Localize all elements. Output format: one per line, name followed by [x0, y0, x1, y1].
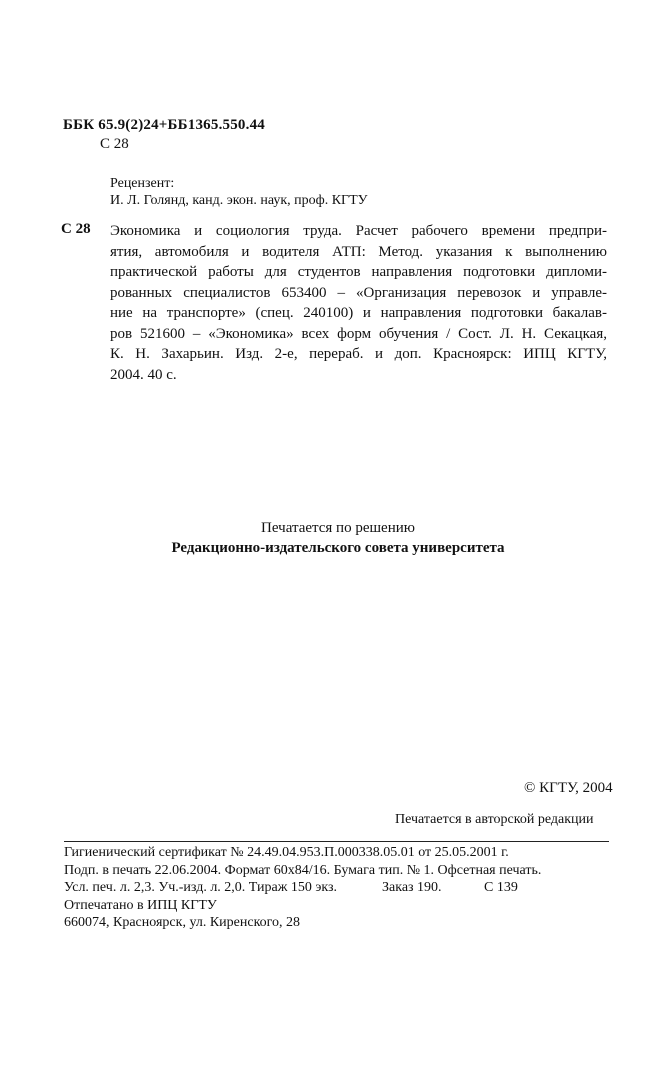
bbk-classification: ББК 65.9(2)24+ББ1365.550.44: [63, 117, 265, 133]
hygiene-certificate: Гигиенический сертификат № 24.49.04.953.П.000338.05.01 от 25.05.2001 г.: [64, 845, 509, 860]
printer-address: 660074, Красноярск, ул. Киренского, 28: [64, 915, 301, 931]
imprint-code: С 139: [484, 880, 518, 896]
entry-line: рованных специалистов 653400 – «Организация перевозок и управле-: [110, 284, 607, 301]
entry-line: 2004. 40 с.: [110, 366, 177, 383]
print-sheets-line: [64, 879, 614, 897]
entry-line: К. Н. Захарьин. Изд. 2-е, перераб. и доп. Красноярск: ИПЦ КГТУ,: [110, 346, 607, 362]
entry-line: практической работы для студентов направления подготовки дипломи-: [110, 264, 607, 280]
reviewer-name: И. Л. Голянд, канд. экон. наук, проф. КГТУ: [110, 193, 368, 208]
entry-line: Экономика и социология труда. Расчет рабочего времени предпри-: [110, 223, 607, 239]
copyright-notice: © КГТУ, 2004: [524, 780, 613, 796]
entry-line: ние на транспорте» (спец. 240100) и направления подготовки бакалав-: [110, 305, 607, 321]
entry-line: ятия, автомобиля и водителя АТП: Метод. указания к выполнению: [110, 243, 607, 260]
imprint-block: [64, 841, 614, 932]
imprint-divider: [64, 841, 609, 842]
print-signed-line: Подп. в печать 22.06.2004. Формат 60х84/16. Бумага тип. № 1. Офсетная печать.: [64, 862, 542, 878]
entry-author-mark: С 28: [61, 221, 91, 237]
author-edition-note: Печатается в авторской редакции: [395, 812, 594, 827]
order-number: Заказ 190.: [382, 880, 442, 896]
print-decision-line2: Редакционно-издательского совета университета: [171, 540, 505, 556]
print-sheets: Усл. печ. л. 2,3. Уч.-изд. л. 2,0. Тираж 150 экз.: [64, 880, 338, 896]
printed-at: Отпечатано в ИПЦ КГТУ: [64, 897, 217, 913]
reviewer-label: Рецензент:: [110, 176, 175, 191]
author-mark-code: С 28: [100, 136, 129, 152]
entry-line: ров 521600 – «Экономика» всех форм обучения / Сост. Л. Н. Секацкая,: [110, 325, 607, 342]
print-decision-line1: Печатается по решению: [261, 520, 415, 536]
bibliographic-entry: [110, 221, 607, 385]
